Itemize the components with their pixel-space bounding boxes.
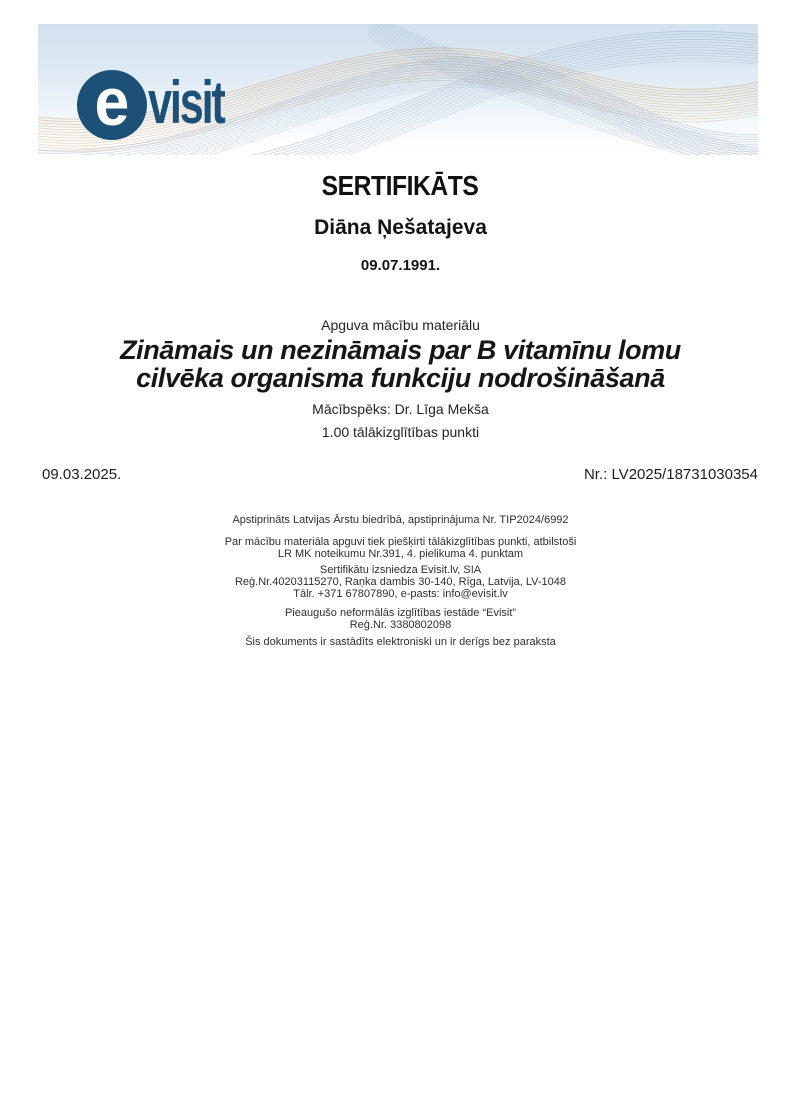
- evisit-logo: [77, 64, 253, 140]
- institution-info: [0, 607, 801, 631]
- course-title: [0, 336, 801, 392]
- logo-wordmark: visit: [148, 69, 224, 136]
- issuer-line-3: Tālr. +371 67807890, e-pasts: info@evisit.lv: [293, 588, 508, 600]
- logo-letter-e: e: [94, 64, 130, 140]
- course-title-line-1: Zināmais un nezināmais par B vitamīnu lomu: [120, 335, 681, 365]
- points-note-line-1: Par mācību materiāla apguvi tiek piešķirti tālākizglītības punkti, atbilstoši: [224, 536, 577, 548]
- certificate-title: SERTIFIKĀTS: [322, 170, 479, 201]
- logo-circle-icon: [77, 64, 147, 140]
- birth-date: 09.07.1991.: [360, 257, 441, 274]
- approval-note: [0, 514, 801, 526]
- recipient-name: Diāna Ņešatajeva: [314, 216, 487, 239]
- issue-date: 09.03.2025.: [42, 466, 122, 483]
- issuer-line-2: Reģ.Nr.40203115270, Raņka dambis 30-140, Rīga, Latvija, LV-1048: [234, 576, 567, 588]
- points-note: [0, 536, 801, 560]
- course-title-line-2: cilvēka organisma funkciju nodrošināšanā: [136, 363, 665, 393]
- meta-row: [42, 466, 758, 483]
- lecturer-line: Mācībspēks: Dr. Līga Mekša: [312, 401, 489, 417]
- validity-line-1: Šis dokuments ir sastādīts elektroniski un ir derīgs bez paraksta: [245, 636, 556, 648]
- approval-line-1: Apstiprināts Latvijas Ārstu biedrībā, apstiprinājuma Nr. TIP2024/6992: [232, 514, 569, 526]
- issuer-line-1: Sertifikātu izsniedza Evisit.lv, SIA: [319, 564, 482, 576]
- certificate-number: Nr.: LV2025/18731030354: [583, 466, 758, 483]
- institution-line-2: Reģ.Nr. 3380802098: [349, 619, 452, 631]
- institution-line-1: Pieaugušo neformālās izglītības iestāde “Evisit”: [284, 607, 517, 619]
- intro-text: Apguva mācību materiālu: [321, 317, 480, 333]
- points-line: 1.00 tālākizglītības punkti: [321, 424, 480, 440]
- issuer-info: [0, 564, 801, 600]
- points-note-line-2: LR MK noteikumu Nr.391, 4. pielikuma 4. punktam: [277, 548, 524, 560]
- header-band: [38, 24, 758, 155]
- validity-note: [0, 636, 801, 648]
